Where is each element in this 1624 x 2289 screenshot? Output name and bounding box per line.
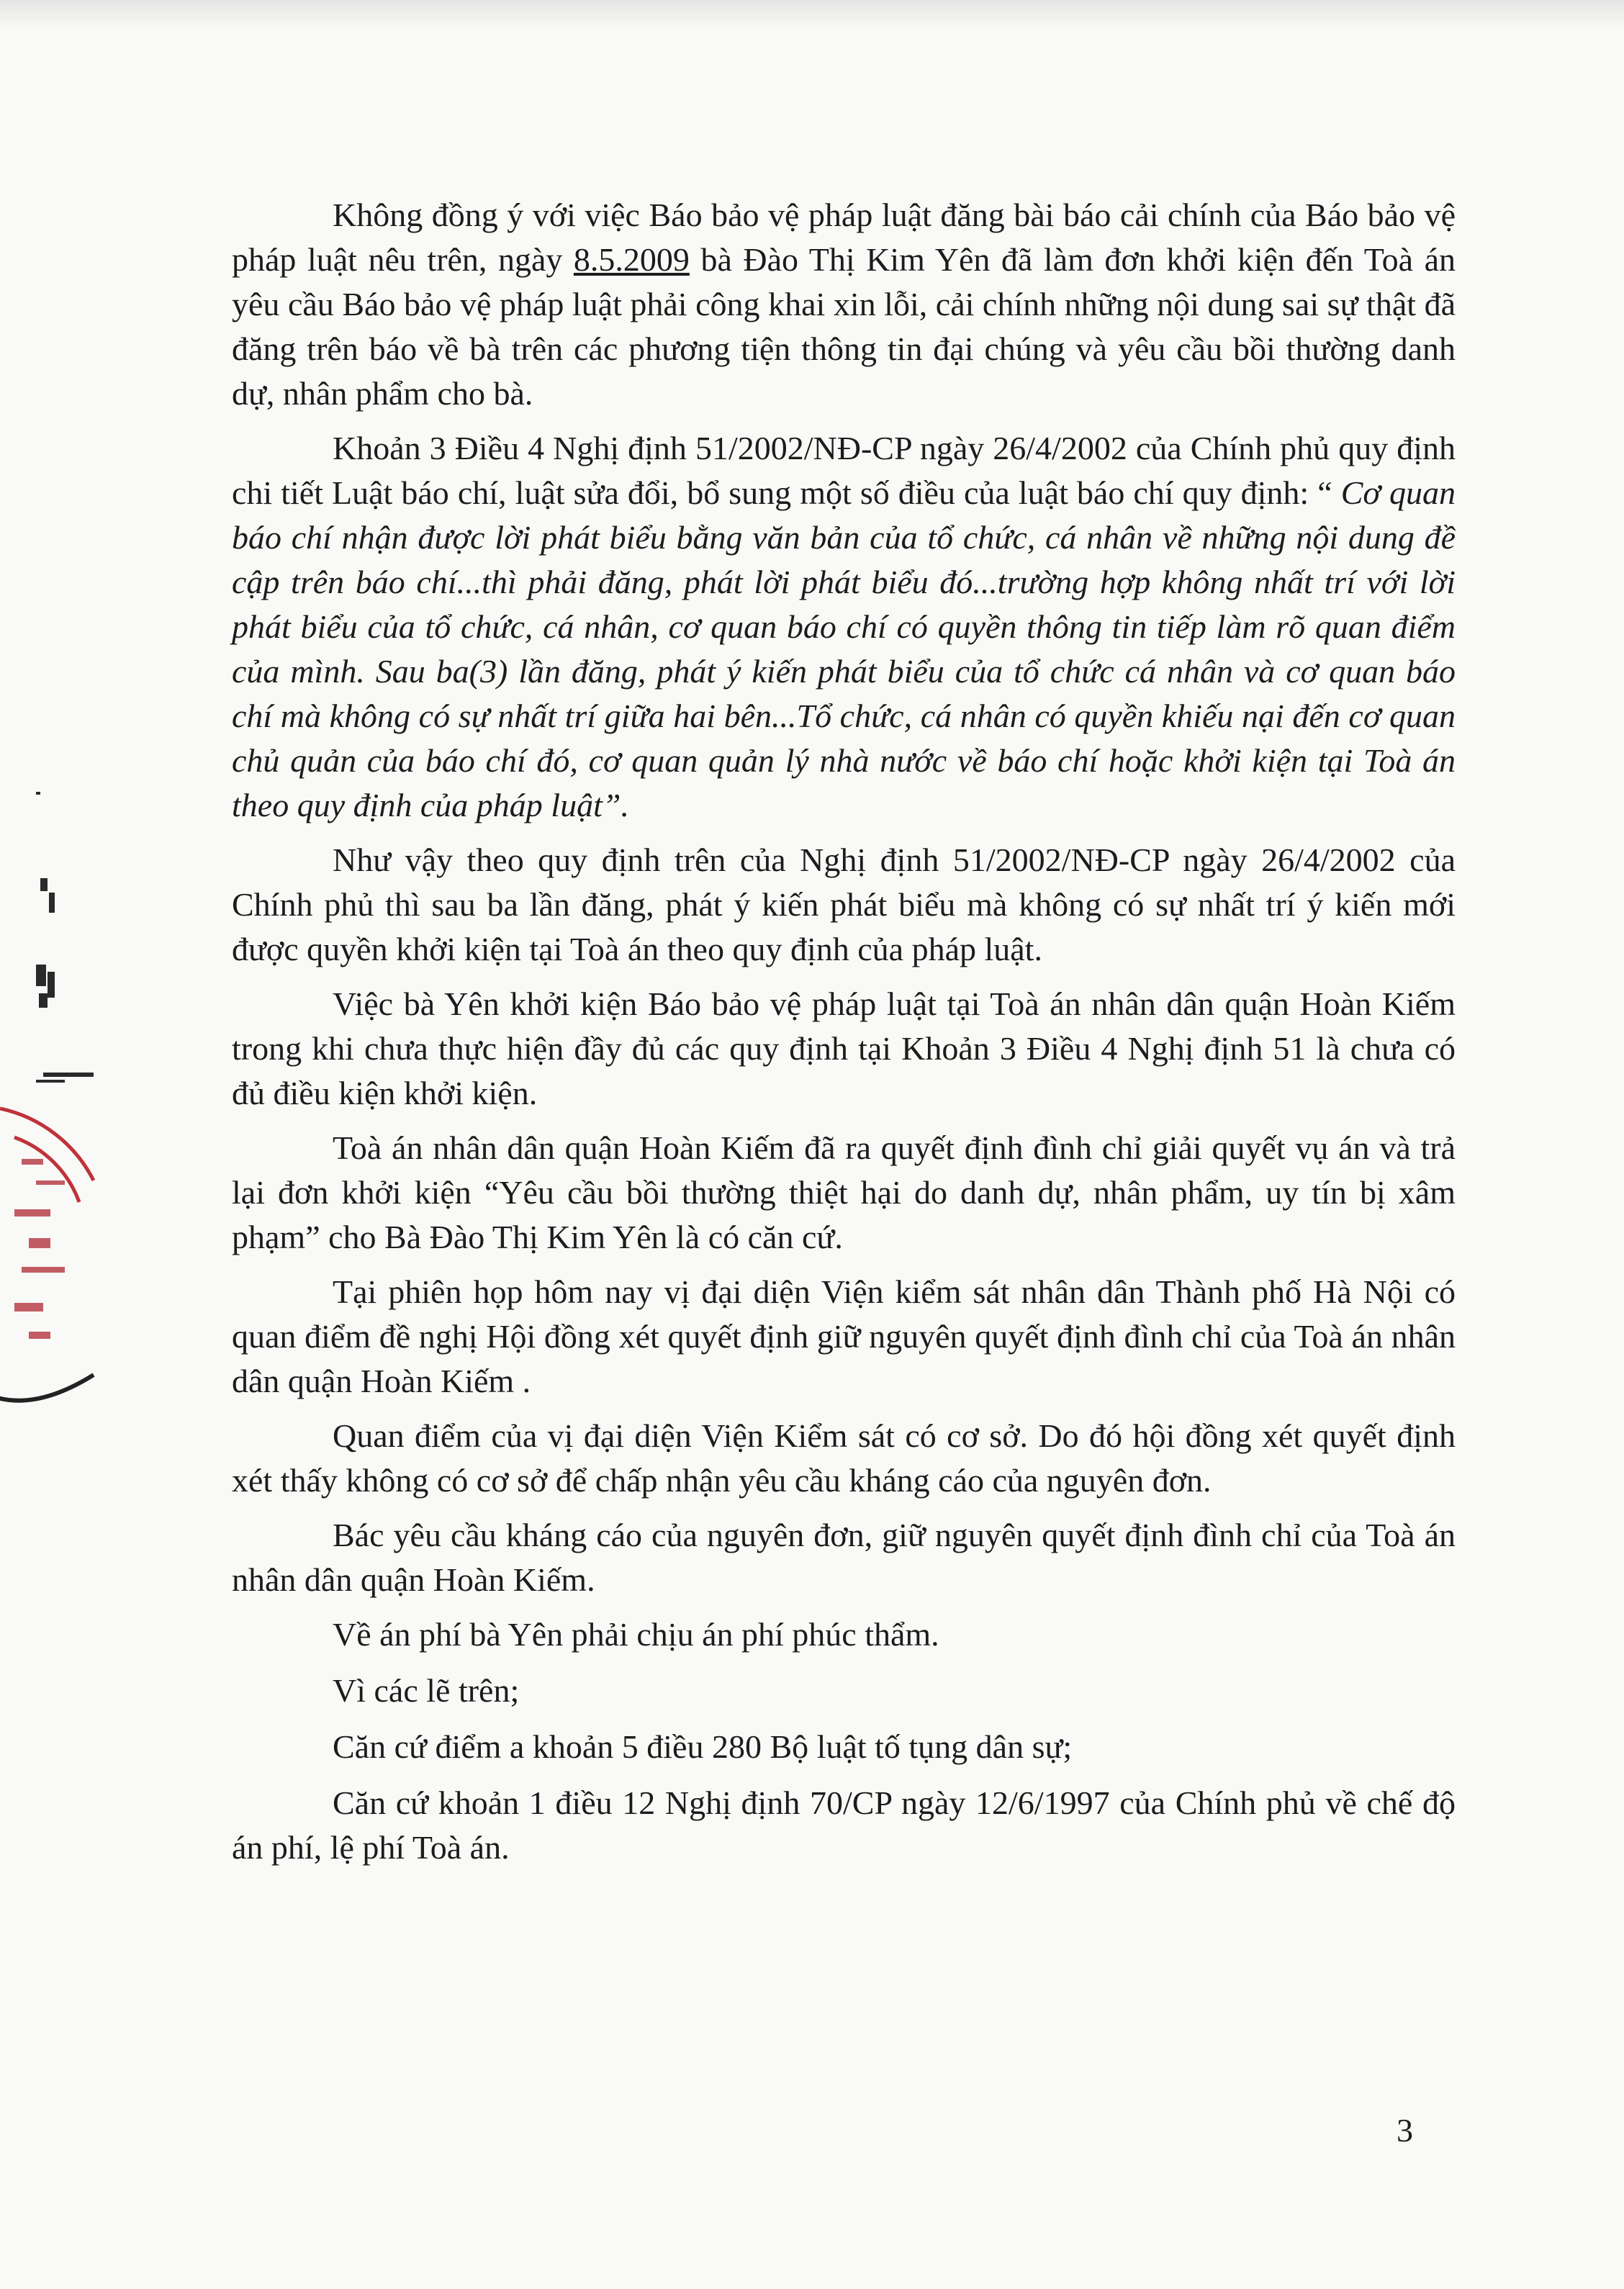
paragraph-legal-basis-1: Căn cứ điểm a khoản 5 điều 280 Bộ luật tố tụng dân sự;: [333, 1728, 1073, 1765]
quoted-regulation: Cơ quan báo chí nhận được lời phát biểu bằng văn bản của tổ chức, cá nhân về những nội dung đề cập trên báo chí...thì phải đăng, phát lời phát biểu đó...trường hợp không nhất trí với lời phát biểu của tổ chức, cá nhân, cơ quan báo chí có quyền thông tin tiếp làm rõ quan điểm của mình. Sau ba(3) lần đăng, phát ý kiến phát biểu của tổ chức cá nhân và cơ quan báo chí mà không có sự nhất trí giữa hai bên...Tổ chức, cá nhân có quyền khiếu nại đến cơ quan chủ quản của báo chí đó, cơ quan quản lý nhà nước về báo chí hoặc khởi kiện tại Toà án theo quy định của pháp luật”.: [232, 474, 1456, 823]
paragraph-decree-interpretation: Như vậy theo quy định trên của Nghị định 51/2002/NĐ-CP ngày 26/4/2002 của Chính phủ thì sau ba lần đăng, phát ý kiến phát biểu mà không có sự nhất trí ý kiến mới được quyền khởi kiện tại Toà án theo quy định của pháp luật.: [232, 841, 1456, 967]
paragraph-court-decision: Toà án nhân dân quận Hoàn Kiếm đã ra quyết định đình chỉ giải quyết vụ án và trả lại đơn khởi kiện “Yêu cầu bồi thường thiệt hại do danh dự, nhân phẩm, uy tín bị xâm phạm” cho Bà Đào Thị Kim Yên là có căn cứ.: [232, 1129, 1456, 1255]
paragraph-council-assessment: Quan điểm của vị đại diện Viện Kiểm sát có cơ sở. Do đó hội đồng xét quyết định xét thấy không có cơ sở để chấp nhận yêu cầu kháng cáo của nguyên đơn.: [232, 1417, 1456, 1499]
paragraph-decree-quote: Khoản 3 Điều 4 Nghị định 51/2002/NĐ-CP ngày 26/4/2002 của Chính phủ quy định chi tiết Luật báo chí, luật sửa đổi, bổ sung một số điều của luật báo chí quy định: “ Cơ quan báo chí nhận được lời phát biểu bằng văn bản của tổ chức, cá nhân về những nội dung đề cập trên báo chí...thì phải đăng, phát lời phát biểu đó...trường hợp không nhất trí với lời phát biểu của tổ chức, cá nhân, cơ quan báo chí có quyền thông tin tiếp làm rõ quan điểm của mình. Sau ba(3) lần đăng, phát ý kiến phát biểu của tổ chức cá nhân và cơ quan báo chí mà không có sự nhất trí giữa hai bên...Tổ chức, cá nhân có quyền khiếu nại đến cơ quan chủ quản của báo chí đó, cơ quan quản lý nhà nước về báo chí hoặc khởi kiện tại Toà án theo quy định của pháp luật”.: [232, 430, 1456, 823]
page-number: 3: [1397, 2112, 1413, 2149]
paragraph-lawsuit-premature: Việc bà Yên khởi kiện Báo bảo vệ pháp luật tại Toà án nhân dân quận Hoàn Kiếm trong khi chưa thực hiện đầy đủ các quy định tại Khoản 3 Điều 4 Nghị định 51 là chưa có đủ điều kiện khởi kiện.: [232, 985, 1456, 1111]
page-top-shadow: [0, 0, 1624, 29]
paragraph-lawsuit-filing: Không đồng ý với việc Báo bảo vệ pháp luật đăng bài báo cải chính của Báo bảo vệ pháp luật nêu trên, ngày 8.5.2009 bà Đào Thị Kim Yên đã làm đơn khởi kiện đến Toà án yêu cầu Báo bảo vệ pháp luật phải công khai xin lỗi, cải chính những nội dung sai sự thật đã đăng trên báo về bà trên các phương tiện thông tin đại chúng và yêu cầu bồi thường danh dự, nhân phẩm cho bà.: [232, 197, 1456, 412]
paragraph-procuracy-opinion: Tại phiên họp hôm nay vị đại diện Viện kiểm sát nhân dân Thành phố Hà Nội có quan điểm đề nghị Hội đồng xét quyết định giữ nguyên quyết định đình chỉ của Toà án nhân dân quận Hoàn Kiếm .: [232, 1273, 1456, 1399]
paragraph-court-fee: Về án phí bà Yên phải chịu án phí phúc thẩm.: [333, 1616, 939, 1653]
seal-stamp: [0, 1094, 101, 1411]
document-body: [232, 193, 1456, 1880]
filing-date: 8.5.2009: [573, 241, 690, 278]
paragraph-appeal-rejected: Bác yêu cầu kháng cáo của nguyên đơn, giữ nguyên quyết định đình chỉ của Toà án nhân dân quận Hoàn Kiếm.: [232, 1517, 1456, 1598]
paragraph-reasons: Vì các lẽ trên;: [333, 1672, 520, 1709]
margin-marks: [14, 777, 94, 1094]
paragraph-legal-basis-2: Căn cứ khoản 1 điều 12 Nghị định 70/CP ngày 12/6/1997 của Chính phủ về chế độ án phí, lệ phí Toà án.: [232, 1784, 1456, 1866]
